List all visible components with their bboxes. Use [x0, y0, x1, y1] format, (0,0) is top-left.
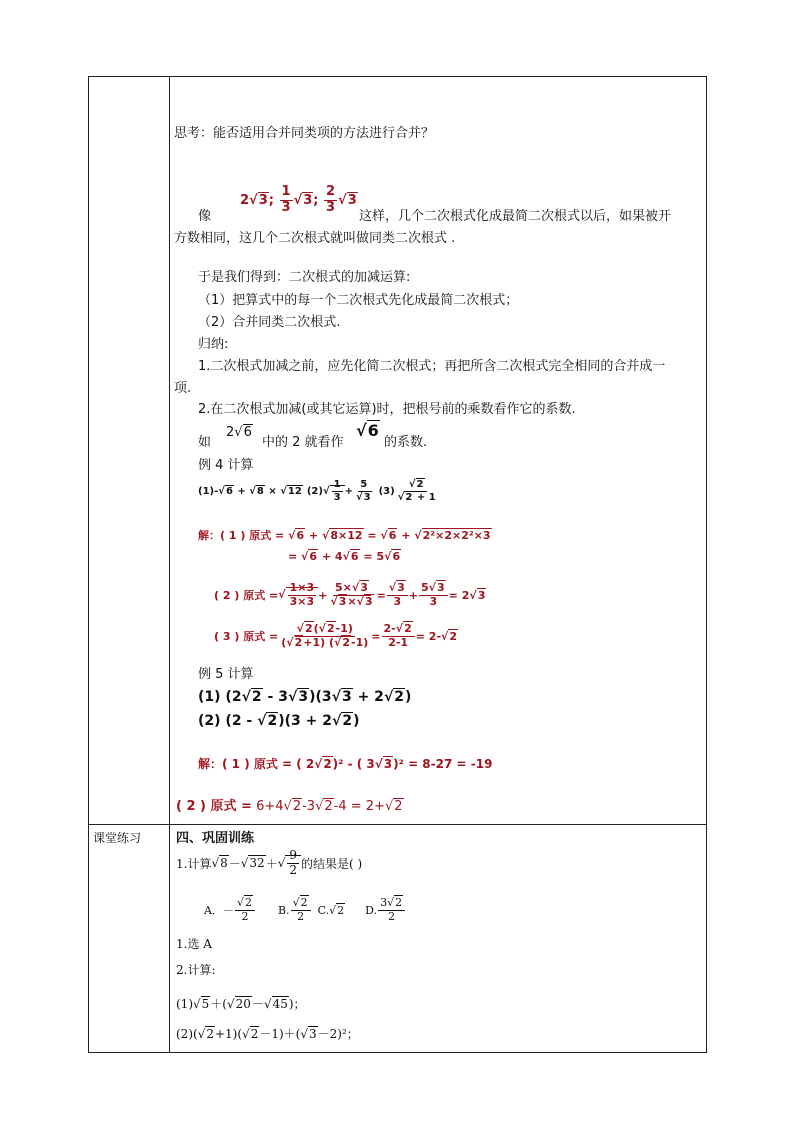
rule1b: 项.: [174, 381, 192, 396]
ex5-solution-2: ( 2 ) 原式 = 6+4√2-3√2-4 = 2+√2: [176, 799, 403, 814]
left-cell-empty: [89, 77, 170, 825]
ex4-solution-2: ( 2 ) 原式 = √ $\frac{1\times 3}{3\times 3}$ + $\frac{5\times√3}{√3\times√3}$ = $\frac{√3}{3}$ + $\frac{5√3}{3}$ = 2√3: [214, 581, 486, 608]
q2-title: 2.计算:: [176, 963, 216, 977]
ex5-problem-1: (1) (2√2 - 3√3)(3√3 + 2√2): [198, 689, 412, 705]
like-prefix: 像: [198, 209, 212, 224]
practice-heading: 四、巩固训练: [176, 831, 255, 846]
rule2: 2.在二次根式加减(或其它运算)时，把根号前的乘数看作它的系数.: [198, 402, 576, 417]
eg-mid: 中的 2 就看作: [262, 435, 344, 450]
q2-2: (2)(√2+1)(√2－1)＋(√3－2)²；: [176, 1027, 359, 1041]
q1-answer: 1.选 A: [176, 937, 212, 951]
like-radicals-formula: 2√3; $\frac{1}{3}$ √3; $\frac{2}{3}$ √3: [240, 184, 357, 215]
think-question: 思考：能否适用合并同类项的方法进行合并？: [174, 126, 435, 141]
eg-prefix: 如: [198, 435, 212, 450]
option-a[interactable]: A． － $\frac{√2}{2}$: [204, 897, 256, 923]
q2-1: (1)√5＋(√20－√45)；: [176, 997, 306, 1011]
content-cell: [170, 77, 707, 825]
ex4-solution-3: ( 3 ) 原式 = $\frac{√2(√2-1)}{(√2+1) (√2-1)}$ = $\frac{2-√2}{2-1}$ = 2-√2: [214, 622, 458, 649]
intro: 于是我们得到：二次根式的加减运算:: [198, 270, 411, 285]
example5-title: 例 5 计算: [198, 667, 254, 682]
ex5-problem-2: (2) (2 - √2)(3 + 2√2): [198, 713, 360, 729]
ex5-solution-1: 解：( 1 ) 原式 = ( 2√2)² - ( 3√3)² = 8-27 = -19: [198, 757, 493, 771]
example4-title: 例 4 计算: [198, 458, 254, 473]
left-cell-label: [89, 825, 170, 1053]
step1: （1）把算式中的每一个二次根式先化成最简二次根式；: [198, 293, 519, 308]
q1: 1.计算 √8 － √32 ＋ √ $\frac{9}{2}$ 的结果是( ): [176, 848, 363, 877]
rule1a: 1.二次根式加减之前，应先化简二次根式；再把所含二次根式完全相同的合并成一: [198, 359, 666, 374]
ex4-problems: (1) -√6 + √8 × √12 (2) √ $\frac{1}{3}$ + $\frac{5}{√3}$ (3) $\frac{√2}{√2 + 1}$: [198, 479, 436, 503]
option-d[interactable]: D. $\frac{3√2}{2}$: [365, 897, 406, 923]
exercise-label: 课堂练习: [93, 831, 142, 845]
practice-cell: [170, 825, 707, 1053]
ex4-solution-1b: = √6 + 4√6 = 5√6: [288, 550, 401, 563]
ex4-solution-1: 解：( 1 ) 原式 = √6 + √8×12 = √6 + √2²×2×2²×3: [198, 529, 491, 542]
like-suffix: 这样，几个二次根式化成最简二次根式以后，如果被开: [359, 209, 672, 224]
lesson-table: [88, 76, 707, 1053]
step2: （2）合并同类二次根式.: [198, 315, 341, 330]
eg-formula-a: 2√6: [226, 425, 252, 440]
like-line2: 方数相同，这几个二次根式就叫做同类二次根式 .: [174, 231, 456, 246]
option-b[interactable]: B. $\frac{√2}{2}$: [278, 897, 312, 923]
option-c[interactable]: C. √2: [317, 903, 345, 917]
eg-suffix: 的系数.: [384, 435, 428, 450]
q1-options: [204, 897, 406, 923]
eg-formula-b: √6: [356, 421, 379, 440]
summary: 归纳:: [198, 337, 229, 352]
